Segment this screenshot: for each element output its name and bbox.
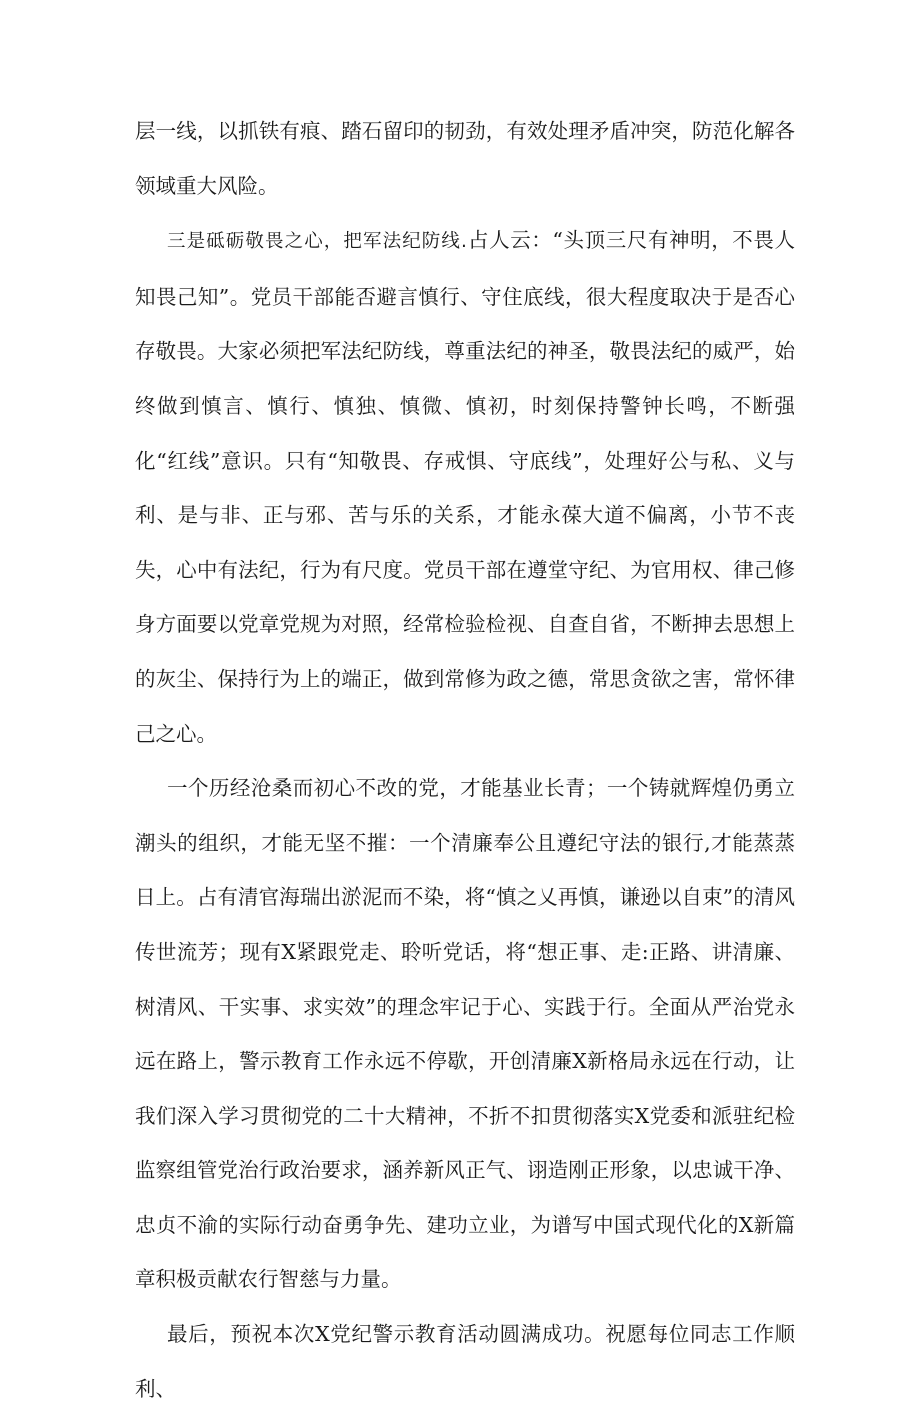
paragraph-continuation: 层一线，以抓铁有痕、踏石留印的韧劲，有效处理矛盾冲突，防范化解各领域重大风险。 [135, 119, 795, 198]
document-body [135, 104, 795, 1416]
paragraph-discipline-body: 占人云：“头顶三尺有神明，不畏人知畏己知”。党员干部能否避言慎行、守住底线，很大程度取决于是否心存敬畏。大家必须把军法纪防线，尊重法纪的神圣，敬畏法纪的威严，始终做到慎言、慎行、慎独、慎微、慎初，时刻保持警钟长鸣，不断强化“红线”意识。只有“知敬畏、存戒惧、守底线”，处理好公与私、义与利、是与非、正与邪、苦与乐的关系，才能永葆大道不偏离，小节不丧失，心中有法纪，行为有尺度。党员干部在遵堂守纪、为官用权、律己修身方面要以党章党规为对照，经常检验检视、自查自省，不断抻去思想上的灰尘、保持行为上的端正，做到常修为政之德，常思贪欲之害，常怀律己之心。 [135, 228, 795, 746]
paragraph-discipline [135, 213, 795, 761]
paragraph-conclusion: 一个历经沧桑而初心不改的党，才能基业长青；一个铸就辉煌仍勇立潮头的组织，才能无坚不摧：一个清廉奉公且遵纪守法的银行,才能蒸蒸日上。占有清官海瑞出淤泥而不染，将“慎之乂再慎，谦逊以自束”的清风传世流芳；现有X紧跟党走、聆听党话，将“想正事、走:正路、讲清廉、树清风、干实事、求实效”的理念牢记于心、实践于行。全面从严治党永远在路上，警示教育工作永远不停歇，开创清廉X新格局永远在行动，让我们深入学习贯彻党的二十大精神，不折不扣贯彻落实X党委和派驻纪检监察组管党治行政治要求，涵养新风正气、诩造刚正形象，以忠诚干净、忠贞不渝的实际行动奋勇争先、建功立业，为谱写中国式现代化的X新篇章积极贡献农行智慈与力量。 [135, 776, 795, 1292]
paragraph-closing: 最后，预祝本次X党纪警示教育活动圆满成功。祝愿每位同志工作顺利、 [135, 1322, 795, 1401]
paragraph-lead-heading: 三是砥砺敬畏之心，把军法纪防线. [167, 231, 468, 253]
